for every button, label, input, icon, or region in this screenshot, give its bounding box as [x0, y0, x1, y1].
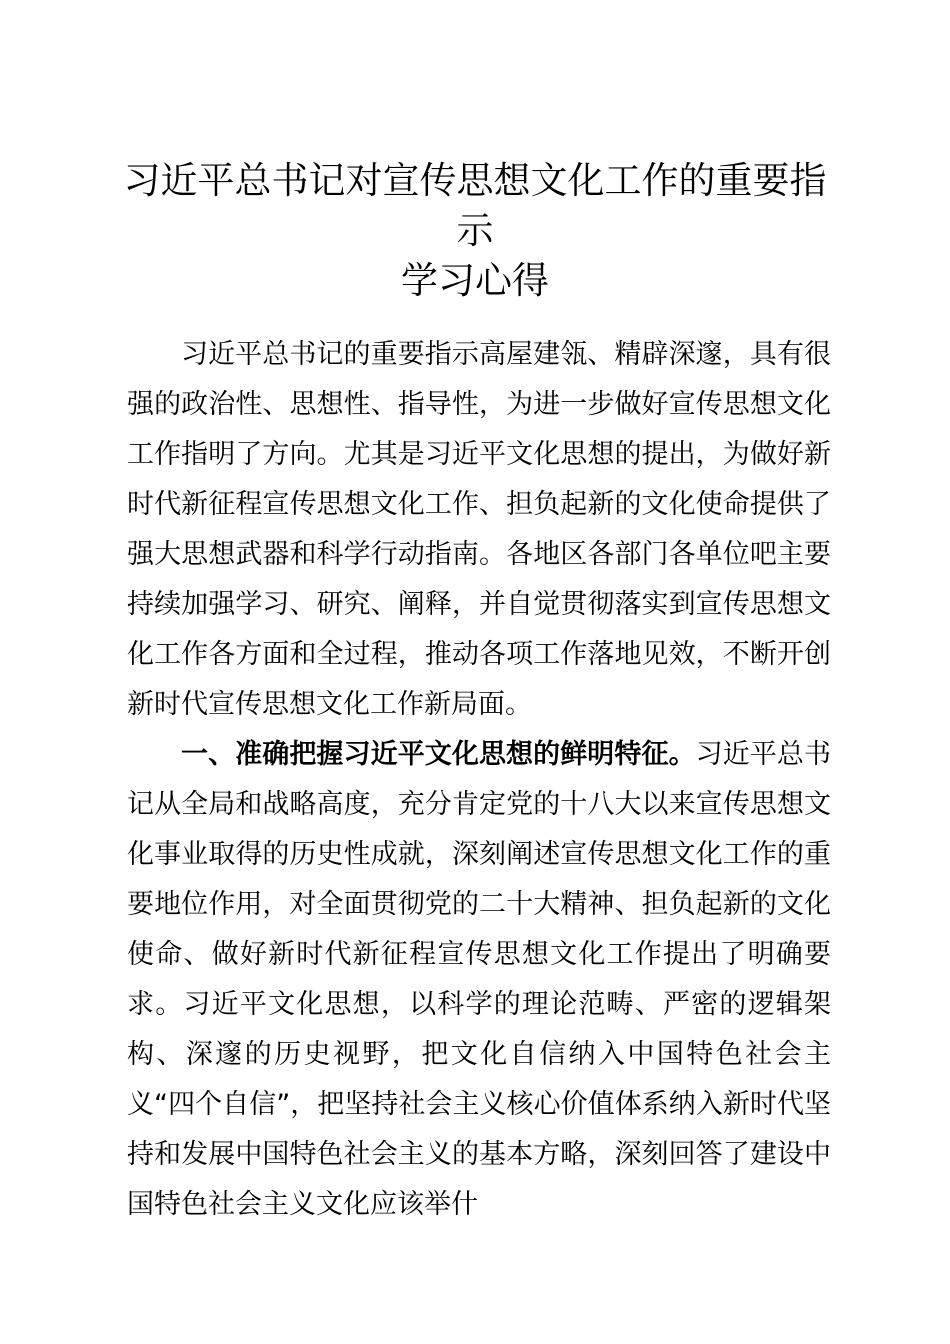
paragraph-section-one-text: 习近平总书记从全局和战略高度，充分肯定党的十八大以来宣传思想文化事业取得的历史性成就，深刻阐述宣传思想文化工作的重要地位作用，对全面贯彻党的二十大精神、担负起新的文化使命、做好新时代新征程宣传思想文化工作提出了明确要求。习近平文化思想，以科学的理论范畴、严密的逻辑架构、深邃的历史视野，把文化自信纳入中国特色社会主义“四个自信”，把坚持社会主义核心价值体系纳入新时代坚持和发展中国特色社会主义的基本方略，深刻回答了建设中国特色社会主义文化应该举什 — [127, 739, 832, 1220]
section-one-heading: 一、准确把握习近平文化思想的鲜明特征。 — [181, 739, 696, 770]
document-body — [127, 330, 831, 1230]
document-title — [120, 156, 830, 306]
paragraph-section-one — [127, 730, 831, 1230]
title-line-2: 学习心得 — [401, 259, 549, 302]
paragraph-intro-text: 习近平总书记的重要指示高屋建瓴、精辟深邃，具有很强的政治性、思想性、指导性，为进一步做好宣传思想文化工作指明了方向。尤其是习近平文化思想的提出，为做好新时代新征程宣传思想文化工作、担负起新的文化使命提供了强大思想武器和科学行动指南。各地区各部门各单位吧主要持续加强学习、研究、阐释，并自觉贯彻落实到宣传思想文化工作各方面和全过程，推动各项工作落地见效，不断开创新时代宣传思想文化工作新局面。 — [127, 339, 831, 720]
title-line-1: 习近平总书记对宣传思想文化工作的重要指示 — [123, 159, 827, 252]
paragraph-intro — [127, 330, 831, 730]
